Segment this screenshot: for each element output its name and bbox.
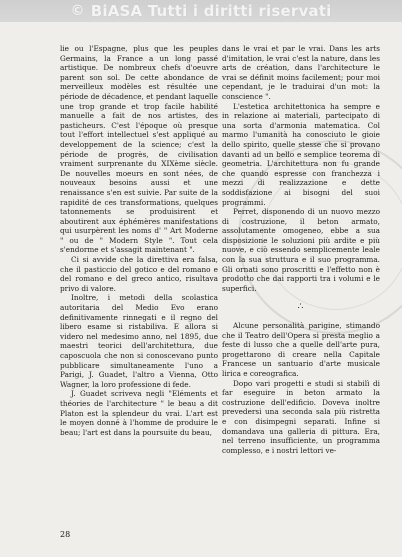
- paragraph: J. Guadet scriveva negli "Eléments et théories de l'architecture " le beau a dit Platon est la splendeur du vrai. L'art est le moyen donné à l'homme de produire le beau; l'art est dans la poursuite du beau,: [60, 389, 218, 437]
- paragraph: lie ou l'Espagne, plus que les peuples Germains, la France a un long passé artistique. De nombreux chefs d'oeuvre parent son sol. De cette abondance de merveilleux modèles est résultée une période de décadence, et pendant laquelle une trop grande et trop facile habilité manuelle a fait de nos artistes, des pasticheurs. C'est l'époque où presque tout l'effort intellectuel s'est appliqué au developpement de la science; c'est la période de progrès, de civilisation vraiment surprenante du XIXème siècle. De nouvelles moeurs en sont nées, de nouveaux besoins aussi et une renaissance s'en est suivie. Par suite de la rapidité de ces transformations, quelques tatonnements se produisirent et aboutirent aux éphémères manifestations qui usurpèrent les noms d' " Art Moderne " ou de " Modern Style ". Tout cela s'endorme et s'assagit maintenant ".: [60, 44, 218, 255]
- paragraph: Alcune personalità parigine, stimando che il Teatro dell'Opera si presta meglio a feste di lusso che a quelle dell'arte pura, progettarono di creare nella Capitale Francese un santuario d'arte musicale lirica e coreografica.: [222, 321, 380, 378]
- paragraph: Ci si avvide che la direttiva era falsa, che il pasticcio del gotico e del romano e del romano e del greco antico, risultava privo di valore.: [60, 255, 218, 293]
- watermark-banner: [0, 0, 402, 22]
- watermark-text: BiASA Tutti i diritti riservati: [90, 2, 332, 20]
- paragraph: dans le vrai et par le vrai. Dans les arts d'imitation, le vrai c'est la nature, dans les arts de création, dans l'architecture le vrai se définit moins facilement; pour moi cependant, je le traduirai d'un mot: la conscience ".: [222, 44, 380, 101]
- copyright-icon: ©: [70, 3, 85, 19]
- paragraph: Inoltre, i metodi della scolastica autoritaria del Medio Evo erano definitivamente rinnegati e il regno del libero esame si ristabiliva. E allora si videro nel medesimo anno, nel 1895, due maestri teorici dell'architettura, due caposcuola che non si conoscevano punto pubblicare simultaneamente l'uno a Parigi, J. Guadet, l'altro a Vienna, Otto Wagner, la loro professione di fede.: [60, 293, 218, 389]
- paragraph: Perret, disponendo di un nuovo mezzo di costruzione, il beton armato, assolutamente omogeneo, ebbe a sua disposizione le soluzioni più ardite e più nuove, e ciò essendo semplicemente leale con la sua struttura e il suo programma. Gli ornati sono proscritti e l'effetto non è prodotto che dai rapporti tra i volumi e le superfici.: [222, 207, 380, 293]
- left-column: [60, 44, 218, 437]
- right-column: [222, 44, 380, 455]
- section-separator: ∴: [297, 302, 305, 313]
- page-number: 28: [60, 530, 71, 539]
- paragraph: Dopo vari progetti e studi si stabilì di far eseguire in beton armato la costruzione dell'edificio. Doveva inoltre prevedersi una seconda sala più ristretta e con disimpegni separati. Infine si domandava una galleria di pittura. Era, nel terreno insufficiente, un programma complesso, e i nostri lettori ve-: [222, 378, 380, 455]
- paragraph: L'estetica architettonica ha sempre e in relazione ai materiali, partecipato di una sorta d'armonia matematica. Col marmo l'umanità ha conosciuto le gioie dello spirito, quelle stesse che si provano davanti ad un bello e semplice teorema di geometria. L'architettura non fu grande che quando espresse con franchezza i mezzi di realizzazione e dette soddisfazione ai bisogni del suoi programmi.: [222, 101, 380, 207]
